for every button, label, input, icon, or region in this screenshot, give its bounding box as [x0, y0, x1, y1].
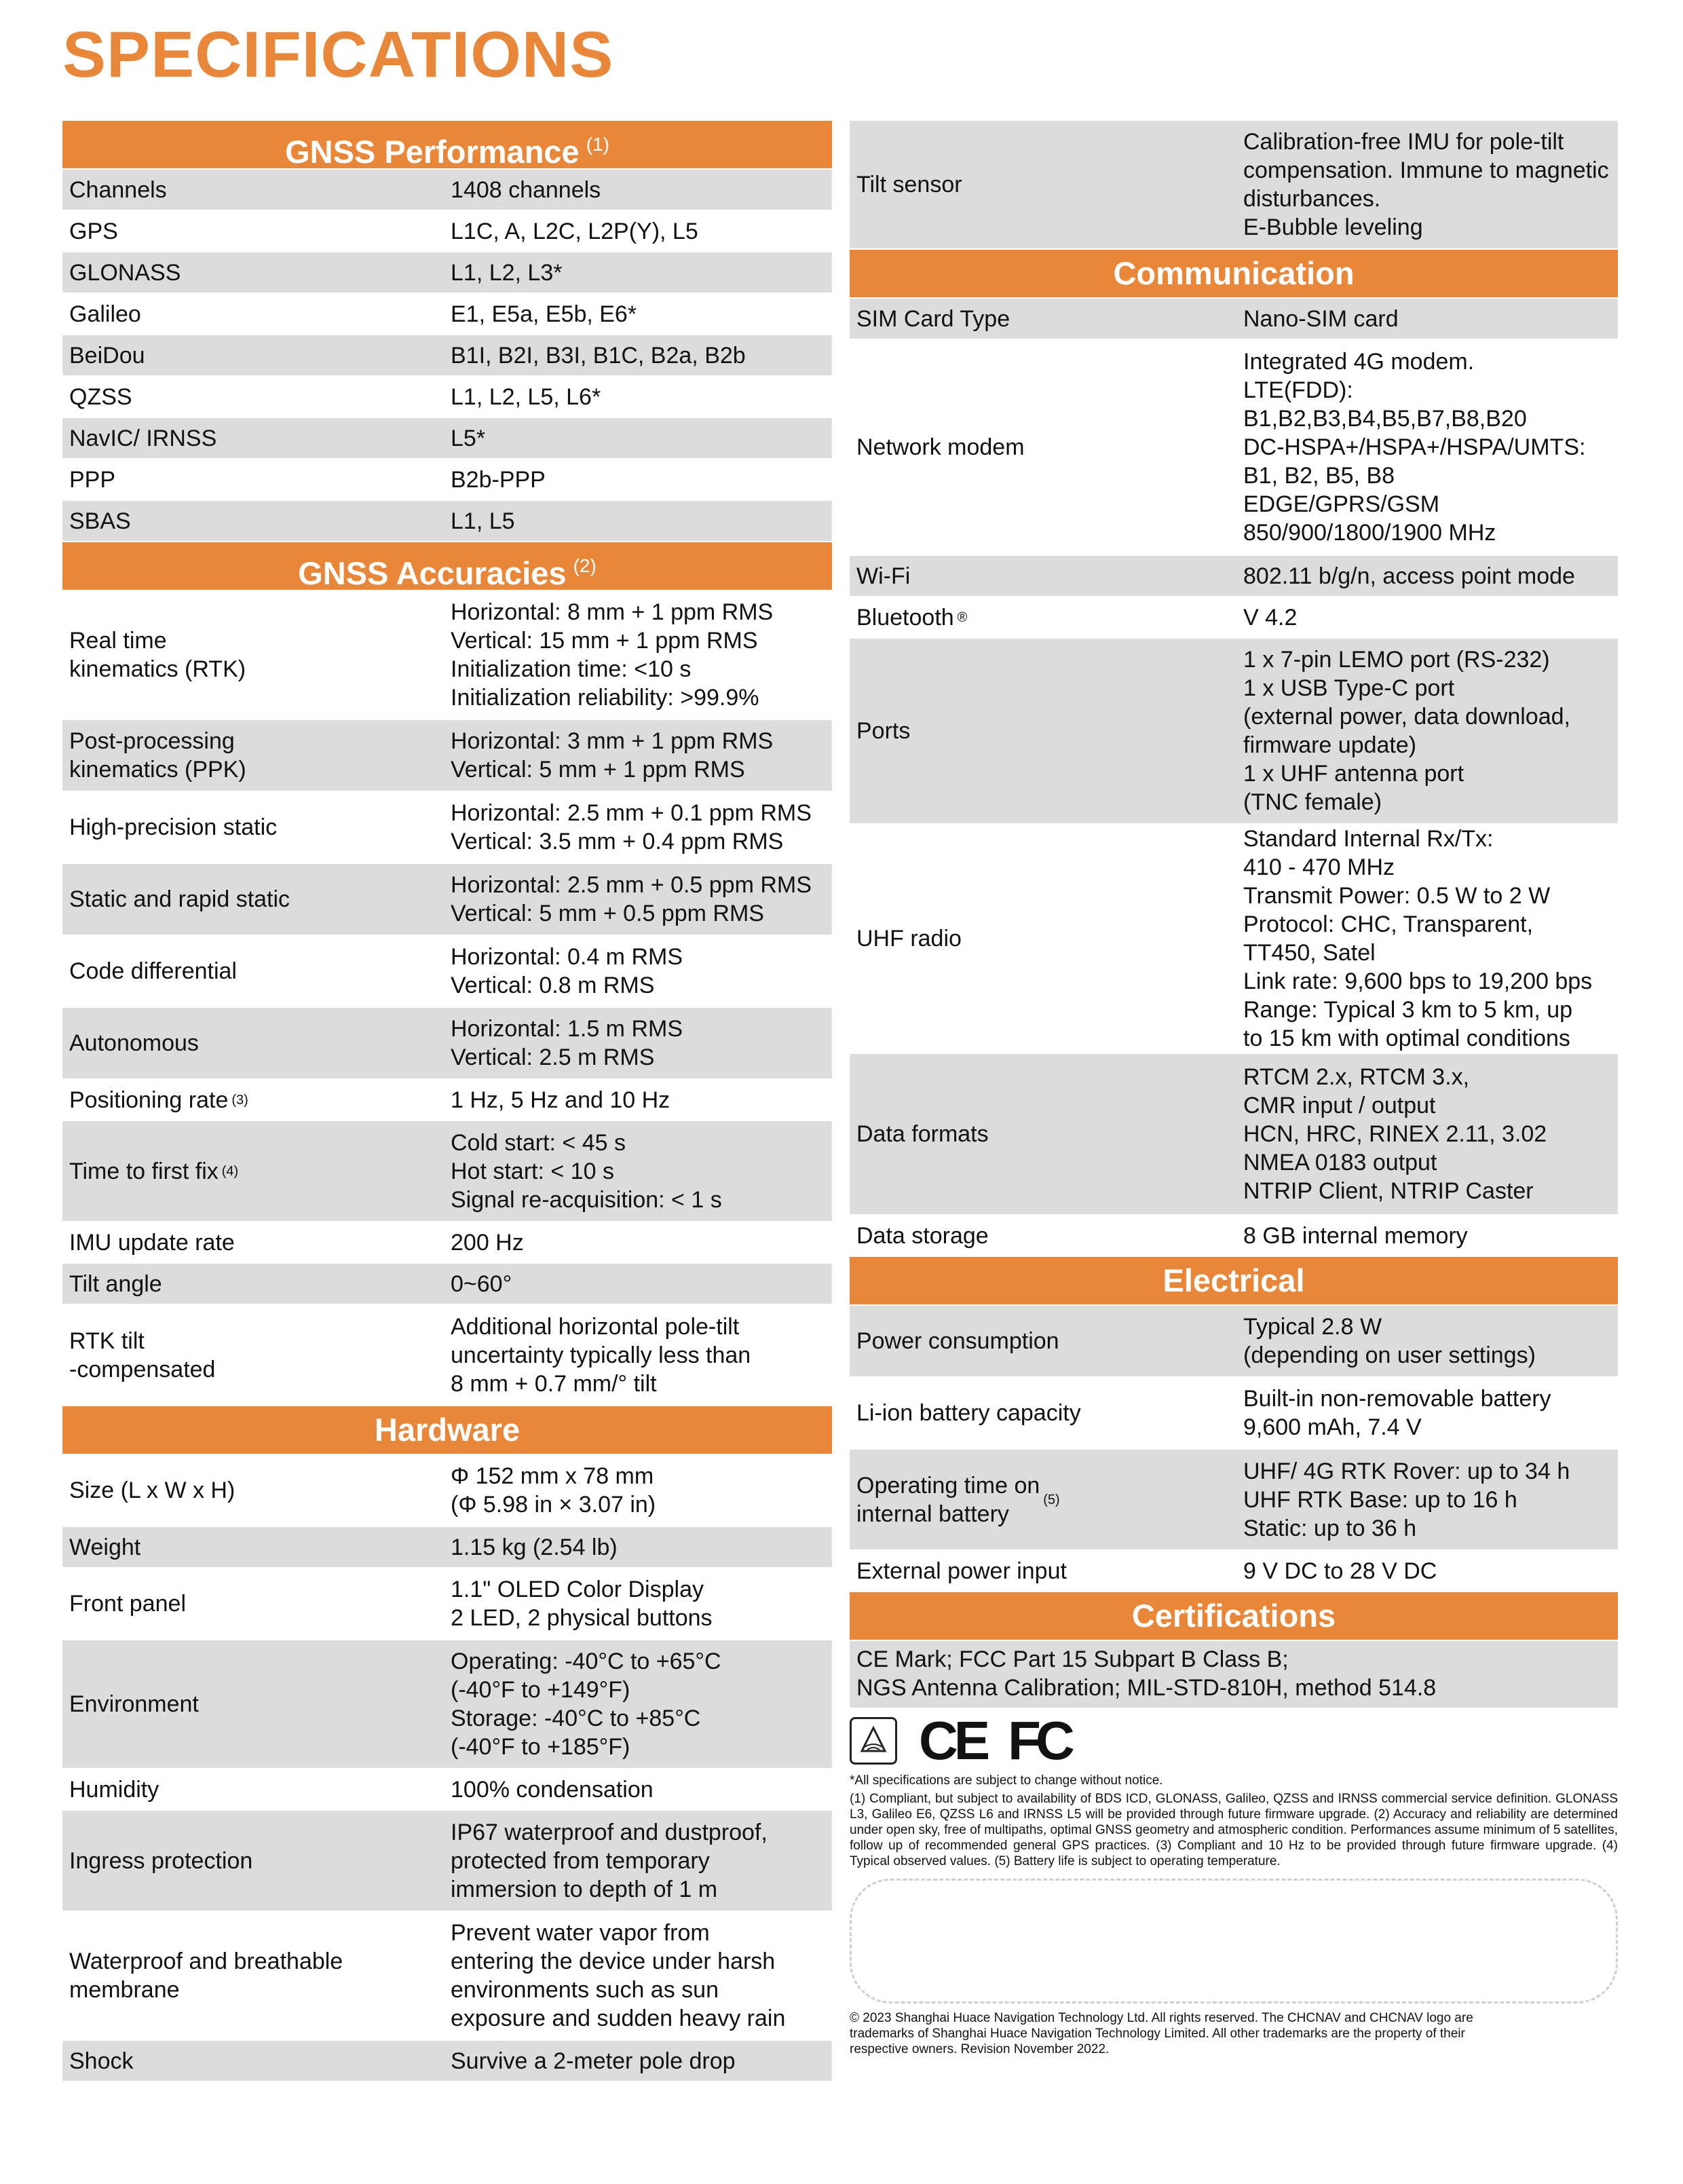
spec-value: Horizontal: 8 mm + 1 ppm RMS Vertical: 15 mm + 1 ppm RMS Initialization time: <10 s Initialization reliability: >99.9% [451, 599, 774, 711]
spec-row [62, 335, 832, 375]
spec-row [62, 1912, 832, 2039]
certification-mark-icon [850, 1717, 897, 1765]
spec-row [850, 597, 1618, 637]
spec-row [62, 1080, 832, 1120]
spec-row [62, 1455, 832, 1526]
spec-row [62, 1222, 832, 1262]
placeholder-box [850, 1879, 1618, 2003]
spec-row [62, 459, 832, 500]
spec-label: BeiDou [69, 342, 145, 369]
spec-row [62, 252, 832, 293]
spec-value: Standard Internal Rx/Tx: 410 - 470 MHz Transmit Power: 0.5 W to 2 W Protocol: CHC, Transparent, TT450, Satel Link rate: 9,600 bps to 19,200 bps Range: Typical 3 km to 5 km, up to 15 km with optimal conditions [1243, 826, 1593, 1051]
spec-row [62, 170, 832, 210]
spec-value: 100% condensation [451, 1776, 654, 1803]
spec-value: Survive a 2-meter pole drop [451, 2048, 736, 2074]
spec-label: PPP [69, 466, 116, 493]
spec-label: Ports [856, 718, 911, 744]
spec-value: B1I, B2I, B3I, B1C, B2a, B2b [451, 342, 746, 369]
spec-label: Time to first fix (4) [69, 1158, 239, 1184]
spec-label: Data storage [856, 1222, 989, 1249]
spec-label: SBAS [69, 508, 131, 534]
spec-row [850, 1216, 1618, 1256]
spec-value: Horizontal: 2.5 mm + 0.1 ppm RMS Vertical: 3.5 mm + 0.4 ppm RMS [451, 800, 812, 854]
spec-row [62, 1568, 832, 1639]
spec-value: RTCM 2.x, RTCM 3.x, CMR input / output HCN, HRC, RINEX 2.11, 3.02 NMEA 0183 output NTRIP Client, NTRIP Caster [1243, 1064, 1547, 1204]
certification-logos [850, 1710, 1618, 1771]
spec-label: Post-processing kinematics (PPK) [69, 728, 246, 783]
spec-value: Prevent water vapor from entering the device under harsh environments such as sun exposure and sudden heavy rain [451, 1920, 786, 2031]
spec-value: 9 V DC to 28 V DC [1243, 1558, 1437, 1584]
spec-value: Horizontal: 1.5 m RMS Vertical: 2.5 m RMS [451, 1016, 683, 1070]
spec-label: Tilt angle [69, 1270, 162, 1297]
spec-row [850, 340, 1618, 554]
spec-label: Static and rapid static [69, 886, 290, 912]
spec-label: Galileo [69, 301, 141, 327]
spec-row [850, 556, 1618, 596]
spec-value: UHF/ 4G RTK Rover: up to 34 h UHF RTK Base: up to 16 h Static: up to 36 h [1243, 1458, 1570, 1541]
left-column [62, 121, 832, 2082]
spec-value: 8 GB internal memory [1243, 1222, 1468, 1249]
spec-label: Channels [69, 176, 167, 203]
spec-value: Built-in non-removable battery 9,600 mAh, 7.4 V [1243, 1386, 1551, 1440]
spec-value: L1, L2, L3* [451, 259, 563, 286]
footnote-ref: (5) [1043, 1492, 1060, 1507]
spec-label: External power input [856, 1558, 1067, 1584]
spec-label: Ingress protection [69, 1847, 253, 1874]
spec-label: Front panel [69, 1591, 186, 1617]
spec-row [850, 1306, 1618, 1376]
spec-label: Shock [69, 2048, 134, 2074]
spec-label: Humidity [69, 1776, 159, 1803]
spec-row [62, 1008, 832, 1078]
spec-row [62, 936, 832, 1006]
footnote-ref: (4) [221, 1163, 239, 1179]
spec-row [850, 1551, 1618, 1591]
spec-row [62, 792, 832, 863]
certifications-header: Certifications [850, 1592, 1618, 1640]
spec-row [62, 418, 832, 458]
footnote-ref: (2) [573, 555, 597, 576]
page-title: SPECIFICATIONS [62, 18, 614, 91]
spec-value: 1.1" OLED Color Display 2 LED, 2 physical buttons [451, 1577, 713, 1631]
gnss-accuracies-header: GNSS Accuracies $^{(2)}$ [62, 542, 832, 590]
spec-row [62, 1527, 832, 1567]
communication-header: Communication [850, 250, 1618, 297]
spec-value: V 4.2 [1243, 604, 1298, 630]
spec-label: Positioning rate (3) [69, 1087, 248, 1113]
spec-value: 1 Hz, 5 Hz and 10 Hz [451, 1087, 670, 1113]
spec-value: B2b-PPP [451, 466, 546, 493]
spec-row [62, 2041, 832, 2081]
spec-label: Code differential [69, 958, 237, 984]
spec-row [62, 377, 832, 417]
spec-label: Power consumption [856, 1328, 1059, 1354]
footnote-ref: (1) [586, 134, 609, 155]
right-column [850, 121, 1618, 2057]
spec-label: GLONASS [69, 259, 181, 286]
spec-label: Li-ion battery capacity [856, 1400, 1081, 1426]
gnss-performance-header: GNSS Performance $^{(1)}$ [62, 121, 832, 168]
spec-label: Data formats [856, 1121, 989, 1147]
spec-value: Additional horizontal pole-tilt uncertainty typically less than 8 mm + 0.7 mm/° tilt [451, 1313, 751, 1397]
spec-row [850, 639, 1618, 823]
spec-row [62, 1769, 832, 1809]
ce-mark-icon: CE [919, 1710, 987, 1771]
spec-label: GPS [69, 218, 118, 244]
spec-value: Nano-SIM card [1243, 305, 1399, 332]
spec-label: Environment [69, 1691, 199, 1717]
electrical-header: Electrical [850, 1257, 1618, 1304]
spec-value: Typical 2.8 W (depending on user settings) [1243, 1314, 1536, 1368]
spec-value: 1408 channels [451, 176, 601, 203]
spec-row [62, 591, 832, 719]
spec-row [62, 1811, 832, 1910]
spec-label: Size (L x W x H) [69, 1477, 235, 1503]
spec-label: IMU update rate [69, 1229, 235, 1256]
spec-row [62, 211, 832, 251]
spec-value: IP67 waterproof and dustproof, protected from temporary immersion to depth of 1 m [451, 1819, 768, 1902]
spec-row [62, 1121, 832, 1221]
spec-value: L1, L5 [451, 508, 515, 534]
spec-row [62, 1305, 832, 1405]
spec-value: Integrated 4G modem. LTE(FDD): B1,B2,B3,B4,B5,B7,B8,B20 DC-HSPA+/HSPA+/HSPA/UMTS: B1, B2, B5, B8 EDGE/GPRS/GSM 850/900/1800/1900 MHz [1243, 349, 1586, 546]
spec-label: QZSS [69, 383, 132, 410]
spec-value: L1, L2, L5, L6* [451, 383, 601, 410]
spec-value: 1.15 kg (2.54 lb) [451, 1534, 618, 1560]
spec-label: RTK tilt -compensated [69, 1328, 216, 1382]
spec-label: UHF radio [856, 926, 962, 952]
spec-label: Tilt sensor [856, 172, 962, 197]
footnote-ref: (3) [231, 1092, 248, 1108]
spec-value: Cold start: < 45 s Hot start: < 10 s Signal re-acquisition: < 1 s [451, 1129, 722, 1213]
spec-label: Network modem [856, 434, 1025, 460]
spec-row [850, 121, 1618, 248]
spec-row [850, 299, 1618, 339]
spec-label: Autonomous [69, 1030, 199, 1056]
spec-value: Φ 152 mm x 78 mm (Φ 5.98 in × 3.07 in) [451, 1463, 656, 1518]
spec-label: NavIC/ IRNSS [69, 425, 217, 451]
spec-value: 1 x 7-pin LEMO port (RS-232) 1 x USB Type-C port (external power, data download, firmware update) 1 x UHF antenna port (TNC female) [1243, 647, 1570, 815]
spec-label: Waterproof and breathable membrane [69, 1948, 343, 2003]
spec-value: Horizontal: 3 mm + 1 ppm RMS Vertical: 5 mm + 1 ppm RMS [451, 728, 774, 783]
spec-value: 0~60° [451, 1270, 512, 1297]
spec-row [62, 720, 832, 791]
spec-label: Bluetooth ® [856, 604, 968, 630]
spec-value: L5* [451, 425, 486, 451]
spec-label: Weight [69, 1534, 141, 1560]
certifications-text: CE Mark; FCC Part 15 Subpart B Class B; NGS Antenna Calibration; MIL-STD-810H, method 514.8 [850, 1641, 1618, 1708]
spec-label: SIM Card Type [856, 305, 1010, 332]
spec-row [850, 1450, 1618, 1549]
spec-value: Calibration-free IMU for pole-tilt compensation. Immune to magnetic disturbances. E-Bubble leveling [1243, 129, 1609, 240]
spec-value: 802.11 b/g/n, access point mode [1243, 563, 1575, 589]
spec-row [850, 825, 1618, 1053]
spec-value: 200 Hz [451, 1229, 524, 1256]
spec-value: Horizontal: 0.4 m RMS Vertical: 0.8 m RMS [451, 944, 683, 998]
spec-value: E1, E5a, E5b, E6* [451, 301, 637, 327]
spec-label: Real time kinematics (RTK) [69, 628, 246, 682]
spec-value: Horizontal: 2.5 mm + 0.5 ppm RMS Vertical: 5 mm + 0.5 ppm RMS [451, 872, 812, 926]
spec-row [62, 1640, 832, 1768]
copyright-text: © 2023 Shanghai Huace Navigation Technology Ltd. All rights reserved. The CHCNAV and CHCNAV logo are trademarks of Shanghai Huace Navigation Technology Limited. All other trademarks are the property of their respective owners. Revision November 2022. [850, 2011, 1473, 2056]
spec-label: Wi-Fi [856, 563, 911, 589]
spec-row [850, 1054, 1618, 1214]
hardware-header: Hardware [62, 1406, 832, 1454]
spec-label: High-precision static [69, 814, 278, 840]
spec-value: Operating: -40°C to +65°C (-40°F to +149°F) Storage: -40°C to +85°C (-40°F to +185°F) [451, 1649, 721, 1760]
disclaimer-text: *All specifications are subject to change without notice. [850, 1773, 1163, 1788]
spec-label: Operating time on internal battery (5) [856, 1472, 1060, 1527]
spec-row [62, 864, 832, 935]
spec-value: L1C, A, L2C, L2P(Y), L5 [451, 218, 698, 244]
footnotes-text: (1) Compliant, but subject to availability of BDS ICD, GLONASS, Galileo, QZSS and IRNSS commercial service definition. GLONASS L3, Galileo E6, QZSS L6 and IRNSS L5 will be provided through future firmware upgrade. (2) Accuracy and reliability are determined under open sky, free of multipaths, optimal GNSS geometry and atmospheric condition. Performances assume minimum of 5 satellites, follow up of recommended general GPS practices. (3) Compliant and 10 Hz to be provided through future firmware upgrade. (4) Typical observed values. (5) Battery life is subject to operating temperature. [850, 1792, 1618, 1868]
spec-row [62, 1264, 832, 1304]
spec-row [62, 294, 832, 334]
spec-row [62, 501, 832, 541]
fcc-logo-icon: FC [1008, 1710, 1070, 1771]
spec-row [850, 1378, 1618, 1448]
registered-mark: ® [957, 609, 968, 625]
